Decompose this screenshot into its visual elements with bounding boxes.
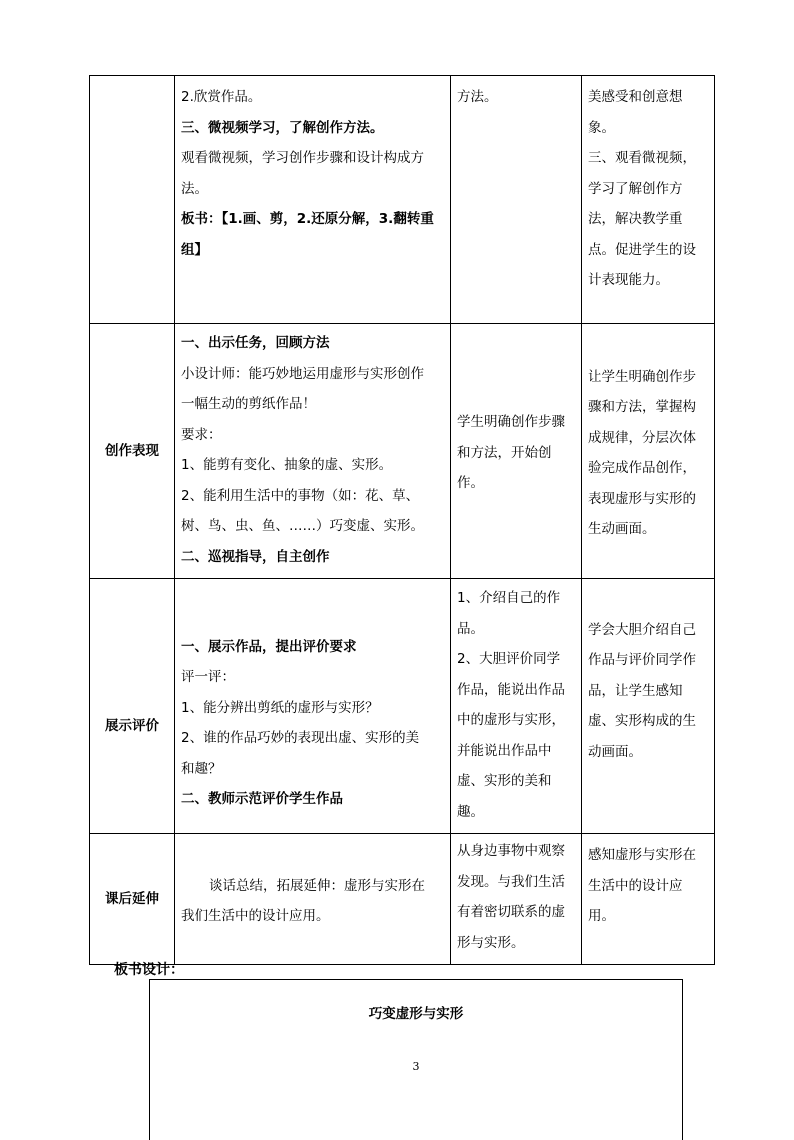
- text-line: 形与实形。: [457, 934, 525, 951]
- text-line: 让学生明确创作步: [588, 368, 696, 385]
- text-line: 从身边事物中观察: [457, 843, 565, 859]
- board-title: 巧变虚形与实形: [368, 1006, 464, 1022]
- text-line: 品，让学生感知: [588, 682, 683, 699]
- text-line: 一幅生动的剪纸作品！: [181, 396, 316, 412]
- text-line: 有着密切联系的虚: [457, 904, 565, 920]
- text-line: 2、大胆评价同学: [457, 651, 561, 667]
- text-line: 1、能分辨出剪纸的虚形与实形？: [181, 699, 379, 716]
- text-line: 表现虚形与实形的: [588, 490, 696, 507]
- text-line: 学生明确创作步骤: [457, 414, 565, 431]
- text-line: 谈话总结，拓展延伸：虚形与实形在: [209, 877, 425, 894]
- board-design-heading: 板书设计：: [114, 962, 184, 978]
- text-line: 生活中的设计应: [588, 877, 683, 894]
- board-design-box: [149, 979, 683, 1140]
- table-row: [90, 324, 715, 579]
- text-line: 并能说出作品中: [457, 742, 552, 759]
- text-line: 小设计师：能巧妙地运用虚形与实形创作: [181, 365, 424, 382]
- teacher-activity-cell: [175, 76, 451, 324]
- text-line: 发现。与我们生活: [457, 873, 565, 890]
- text-line: 1、介绍自己的作: [457, 590, 561, 606]
- text-line: 学会大胆介绍自己: [588, 621, 696, 638]
- text-line: 1、能剪有变化、抽象的虚、实形。: [181, 457, 393, 473]
- section-heading: 二、巡视指导，自主创作: [181, 548, 330, 565]
- stage-cell: 展示评价: [90, 579, 175, 834]
- text-line: 骤和方法，掌握构: [588, 399, 696, 415]
- text-line: 观看微视频，学习创作步骤和设计构成方: [181, 150, 424, 166]
- design-intent-cell: [582, 324, 715, 579]
- text-line: 品。: [457, 620, 484, 637]
- text-line: 验完成作品创作，: [588, 460, 696, 476]
- board-note: [181, 204, 444, 235]
- text-line: 趣。: [457, 803, 484, 820]
- table-row: [90, 834, 715, 965]
- text-line: 成规律，分层次体: [588, 429, 696, 446]
- text-line: 法，解决教学重: [588, 211, 683, 227]
- text-line: 要求：: [181, 426, 222, 443]
- teacher-activity-cell: [175, 579, 451, 834]
- text-line: 我们生活中的设计应用。: [181, 908, 330, 924]
- text-line: 作品与评价同学作: [588, 652, 696, 669]
- text-line: 三、观看微视频，: [588, 150, 696, 166]
- text-line: 树、鸟、虫、鱼、……）巧变虚、实形。: [181, 518, 424, 534]
- student-activity-cell: [451, 76, 582, 324]
- text-line: 评一评：: [181, 669, 235, 685]
- student-activity-cell: [451, 834, 582, 965]
- text-line: 2、能利用生活中的事物（如：花、草、: [181, 487, 420, 504]
- text-line: 和方法，开始创: [457, 444, 552, 461]
- board-note-continued: 组】: [181, 241, 208, 258]
- text-line: 方法。: [457, 89, 498, 105]
- design-intent-cell: [582, 834, 715, 965]
- text-line: 感知虚形与实形在: [588, 847, 696, 863]
- text-line: 学习了解创作方: [588, 180, 683, 197]
- design-intent-cell: [582, 76, 715, 324]
- table-row: [90, 76, 715, 324]
- section-heading: 三、微视频学习，了解创作方法。: [181, 119, 384, 136]
- text-line: 作。: [457, 475, 484, 492]
- text-line: 虚、实形的美和: [457, 773, 552, 789]
- section-heading: 二、教师示范评价学生作品: [181, 791, 343, 807]
- board-note-text: 板书：【1.画、剪，2.还原分解，3.翻转重: [181, 211, 434, 227]
- text-line: 2、谁的作品巧妙的表现出虚、实形的美: [181, 730, 420, 746]
- stage-cell: 课后延伸: [90, 834, 175, 965]
- text-line: 动画面。: [588, 743, 642, 760]
- stage-cell: 创作表现: [90, 324, 175, 579]
- text-line: 美感受和创意想: [588, 89, 683, 105]
- text-line: 生动画面。: [588, 521, 656, 537]
- text-line: 点。促进学生的设: [588, 241, 696, 258]
- text-line: 象。: [588, 119, 615, 136]
- section-heading: 一、出示任务，回顾方法: [181, 335, 330, 351]
- text-line: 作品，能说出作品: [457, 681, 565, 698]
- student-activity-cell: [451, 579, 582, 834]
- text-line: 计表现能力。: [588, 272, 669, 288]
- text-line: 用。: [588, 908, 615, 924]
- teacher-activity-cell: [175, 834, 451, 965]
- design-intent-cell: [582, 579, 715, 834]
- page-number: 3: [412, 1060, 420, 1073]
- student-activity-cell: [451, 324, 582, 579]
- text-line: 2.欣赏作品。: [181, 89, 262, 105]
- section-heading: 一、展示作品，提出评价要求: [181, 638, 357, 655]
- stage-cell: [90, 76, 175, 324]
- lesson-plan-table: [89, 75, 715, 965]
- teacher-activity-cell: [175, 324, 451, 579]
- table-row: [90, 579, 715, 834]
- text-line: 中的虚形与实形，: [457, 712, 565, 728]
- text-line: 法。: [181, 180, 208, 197]
- text-line: 虚、实形构成的生: [588, 713, 696, 730]
- text-line: 和趣？: [181, 760, 222, 777]
